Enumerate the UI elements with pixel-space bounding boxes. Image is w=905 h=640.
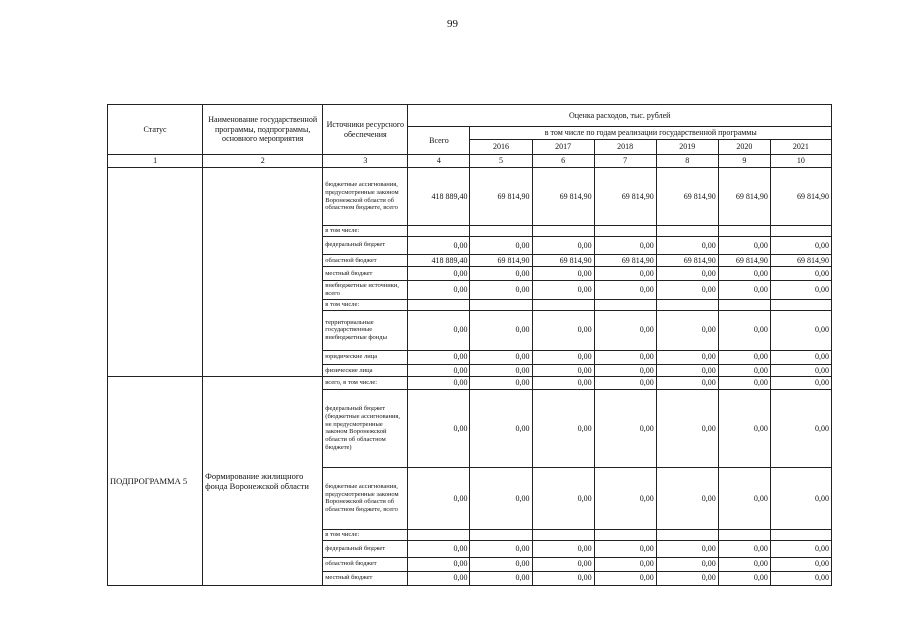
total-value-cell: 0,00: [408, 377, 470, 390]
year-value-cell: [770, 529, 831, 540]
column-number: 5: [470, 155, 532, 168]
source-cell: федеральный бюджет (бюджетные ассигнования, не предусмотренные законом Воронежской области об областном бюджете): [323, 389, 408, 467]
year-value-cell: 0,00: [718, 571, 770, 585]
year-value-cell: 0,00: [656, 364, 718, 377]
total-value-cell: 0,00: [408, 557, 470, 571]
year-value-cell: 0,00: [470, 377, 532, 390]
year-value-cell: 69 814,90: [656, 254, 718, 267]
year-value-cell: 69 814,90: [470, 168, 532, 226]
year-value-cell: 0,00: [470, 267, 532, 281]
year-value-cell: 0,00: [470, 540, 532, 557]
source-cell: бюджетные ассигнования, предусмотренные законом Воронежской области об областном бюджете, всего: [323, 467, 408, 529]
year-value-cell: [532, 299, 594, 310]
page-number: 99: [447, 18, 458, 30]
total-value-cell: 0,00: [408, 350, 470, 364]
year-value-cell: 0,00: [656, 467, 718, 529]
year-value-cell: [470, 226, 532, 237]
source-cell: внебюджетные источники, всего: [323, 281, 408, 300]
year-value-cell: 0,00: [594, 281, 656, 300]
year-value-cell: 0,00: [532, 540, 594, 557]
year-value-cell: [656, 226, 718, 237]
year-value-cell: 0,00: [470, 389, 532, 467]
source-cell: в том числе:: [323, 226, 408, 237]
source-cell: областной бюджет: [323, 557, 408, 571]
year-value-cell: [656, 299, 718, 310]
year-value-cell: [532, 226, 594, 237]
year-value-cell: 0,00: [532, 377, 594, 390]
column-number: 10: [770, 155, 831, 168]
year-value-cell: 69 814,90: [532, 254, 594, 267]
header-year: 2016: [470, 140, 532, 155]
source-cell: юридические лица: [323, 350, 408, 364]
year-value-cell: [470, 299, 532, 310]
status-cell: [108, 168, 203, 377]
header-year: 2020: [718, 140, 770, 155]
year-value-cell: 0,00: [770, 467, 831, 529]
source-cell: всего, в том числе:: [323, 377, 408, 390]
budget-table: [107, 104, 832, 586]
header-by-years: в том числе по годам реализации государственной программы: [470, 127, 832, 140]
year-value-cell: 0,00: [656, 389, 718, 467]
year-value-cell: 0,00: [532, 389, 594, 467]
year-value-cell: [532, 529, 594, 540]
year-value-cell: 0,00: [594, 350, 656, 364]
year-value-cell: 0,00: [656, 571, 718, 585]
total-value-cell: [408, 529, 470, 540]
year-value-cell: 0,00: [770, 571, 831, 585]
year-value-cell: 0,00: [594, 377, 656, 390]
year-value-cell: 0,00: [532, 236, 594, 254]
header-year: 2017: [532, 140, 594, 155]
year-value-cell: 69 814,90: [718, 254, 770, 267]
total-value-cell: 0,00: [408, 540, 470, 557]
year-value-cell: 0,00: [718, 364, 770, 377]
year-value-cell: 0,00: [532, 267, 594, 281]
header-year: 2021: [770, 140, 831, 155]
source-cell: местный бюджет: [323, 571, 408, 585]
status-cell: ПОДПРОГРАММА 5: [108, 377, 203, 585]
table-row: [108, 377, 832, 390]
year-value-cell: 0,00: [470, 350, 532, 364]
header-total: Всего: [408, 127, 470, 155]
year-value-cell: 0,00: [656, 557, 718, 571]
year-value-cell: 0,00: [718, 267, 770, 281]
source-cell: в том числе:: [323, 299, 408, 310]
header-status: Статус: [108, 105, 203, 155]
year-value-cell: [718, 529, 770, 540]
total-value-cell: 0,00: [408, 364, 470, 377]
year-value-cell: 0,00: [470, 281, 532, 300]
year-value-cell: 69 814,90: [470, 254, 532, 267]
year-value-cell: 0,00: [656, 377, 718, 390]
total-value-cell: [408, 226, 470, 237]
year-value-cell: 0,00: [770, 540, 831, 557]
year-value-cell: 0,00: [594, 310, 656, 350]
year-value-cell: 0,00: [532, 350, 594, 364]
program-name-cell: Формирование жилищного фонда Воронежской области: [203, 377, 323, 585]
year-value-cell: 0,00: [656, 281, 718, 300]
year-value-cell: 0,00: [770, 377, 831, 390]
total-value-cell: 0,00: [408, 467, 470, 529]
year-value-cell: 0,00: [770, 364, 831, 377]
year-value-cell: 0,00: [470, 236, 532, 254]
year-value-cell: 0,00: [594, 236, 656, 254]
total-value-cell: 418 889,40: [408, 254, 470, 267]
table-row: [108, 168, 832, 226]
year-value-cell: 0,00: [718, 281, 770, 300]
year-value-cell: 69 814,90: [594, 254, 656, 267]
year-value-cell: 0,00: [470, 310, 532, 350]
year-value-cell: 0,00: [718, 467, 770, 529]
year-value-cell: 69 814,90: [718, 168, 770, 226]
year-value-cell: 0,00: [770, 350, 831, 364]
year-value-cell: 69 814,90: [594, 168, 656, 226]
column-number: 8: [656, 155, 718, 168]
total-value-cell: 0,00: [408, 571, 470, 585]
year-value-cell: 0,00: [470, 557, 532, 571]
year-value-cell: [770, 226, 831, 237]
year-value-cell: 69 814,90: [656, 168, 718, 226]
year-value-cell: 0,00: [718, 236, 770, 254]
year-value-cell: [594, 529, 656, 540]
year-value-cell: 0,00: [532, 557, 594, 571]
year-value-cell: 0,00: [656, 267, 718, 281]
column-number: 4: [408, 155, 470, 168]
year-value-cell: 0,00: [770, 310, 831, 350]
total-value-cell: 0,00: [408, 389, 470, 467]
column-number: 7: [594, 155, 656, 168]
year-value-cell: 69 814,90: [770, 254, 831, 267]
column-number: 1: [108, 155, 203, 168]
program-name-cell: [203, 168, 323, 377]
year-value-cell: 0,00: [532, 571, 594, 585]
column-number: 9: [718, 155, 770, 168]
total-value-cell: [408, 299, 470, 310]
total-value-cell: 0,00: [408, 310, 470, 350]
year-value-cell: 69 814,90: [770, 168, 831, 226]
total-value-cell: 0,00: [408, 281, 470, 300]
total-value-cell: 0,00: [408, 236, 470, 254]
year-value-cell: 0,00: [594, 267, 656, 281]
year-value-cell: 0,00: [532, 364, 594, 377]
header-estimate: Оценка расходов, тыс. рублей: [408, 105, 832, 127]
source-cell: федеральный бюджет: [323, 236, 408, 254]
year-value-cell: [718, 299, 770, 310]
year-value-cell: 0,00: [470, 467, 532, 529]
year-value-cell: 0,00: [532, 467, 594, 529]
total-value-cell: 418 889,40: [408, 168, 470, 226]
source-cell: в том числе:: [323, 529, 408, 540]
year-value-cell: 0,00: [656, 236, 718, 254]
year-value-cell: 0,00: [656, 350, 718, 364]
column-number: 2: [203, 155, 323, 168]
year-value-cell: 69 814,90: [532, 168, 594, 226]
header-sources: Источники ресурсного обеспечения: [323, 105, 408, 155]
year-value-cell: 0,00: [718, 350, 770, 364]
year-value-cell: 0,00: [718, 310, 770, 350]
year-value-cell: 0,00: [594, 571, 656, 585]
year-value-cell: 0,00: [532, 310, 594, 350]
year-value-cell: 0,00: [770, 557, 831, 571]
year-value-cell: 0,00: [770, 267, 831, 281]
year-value-cell: 0,00: [594, 389, 656, 467]
year-value-cell: [594, 299, 656, 310]
header-year: 2018: [594, 140, 656, 155]
header-name: Наименование государственной программы, подпрограммы, основного мероприятия: [203, 105, 323, 155]
year-value-cell: 0,00: [594, 557, 656, 571]
header-year: 2019: [656, 140, 718, 155]
year-value-cell: 0,00: [470, 364, 532, 377]
column-number: 6: [532, 155, 594, 168]
column-number: 3: [323, 155, 408, 168]
year-value-cell: 0,00: [594, 540, 656, 557]
year-value-cell: [656, 529, 718, 540]
year-value-cell: [718, 226, 770, 237]
source-cell: физические лица: [323, 364, 408, 377]
source-cell: федеральный бюджет: [323, 540, 408, 557]
source-cell: местный бюджет: [323, 267, 408, 281]
year-value-cell: 0,00: [770, 281, 831, 300]
year-value-cell: 0,00: [718, 557, 770, 571]
total-value-cell: 0,00: [408, 267, 470, 281]
source-cell: областной бюджет: [323, 254, 408, 267]
year-value-cell: 0,00: [718, 540, 770, 557]
year-value-cell: 0,00: [532, 281, 594, 300]
year-value-cell: 0,00: [656, 540, 718, 557]
year-value-cell: [470, 529, 532, 540]
year-value-cell: 0,00: [770, 236, 831, 254]
source-cell: бюджетные ассигнования, предусмотренные законом Воронежской области об областном бюджете, всего: [323, 168, 408, 226]
year-value-cell: 0,00: [656, 310, 718, 350]
year-value-cell: 0,00: [594, 364, 656, 377]
year-value-cell: 0,00: [718, 389, 770, 467]
year-value-cell: 0,00: [594, 467, 656, 529]
year-value-cell: 0,00: [718, 377, 770, 390]
source-cell: территориальные государственные внебюджетные фонды: [323, 310, 408, 350]
year-value-cell: 0,00: [770, 389, 831, 467]
year-value-cell: [770, 299, 831, 310]
year-value-cell: 0,00: [470, 571, 532, 585]
year-value-cell: [594, 226, 656, 237]
